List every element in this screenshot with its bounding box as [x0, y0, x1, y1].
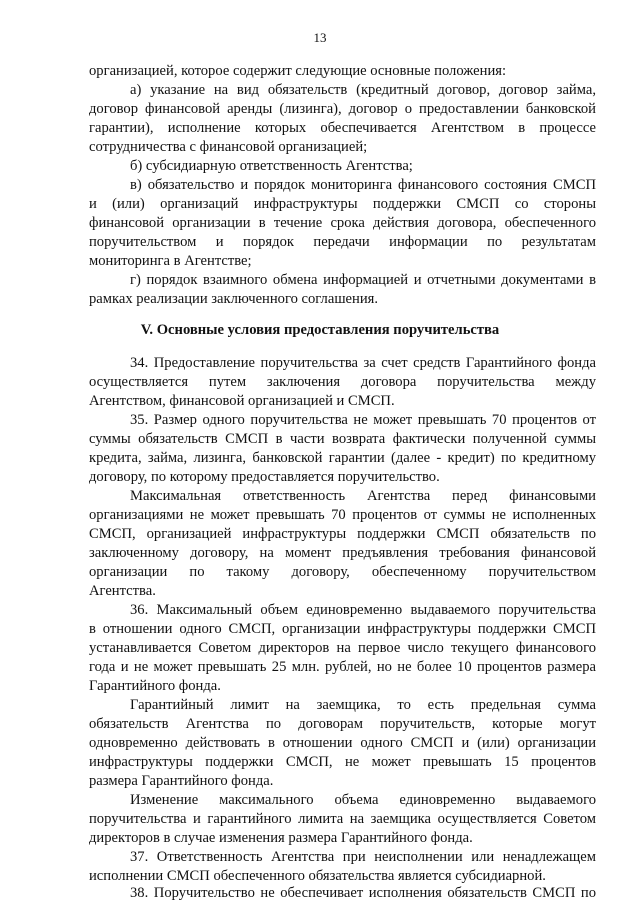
- text-line: года и не может превышать 25 млн. рублей, но не более 10 процентов размера: [89, 659, 596, 675]
- text-line: мониторинга в Агентстве;: [89, 253, 252, 269]
- text-line: одновременно действовать в отношении одного СМСП и (или) организации: [89, 735, 596, 751]
- text-line: 35. Размер одного поручительства не может превышать 70 процентов от: [130, 412, 596, 428]
- text-line: организациями не может превышать 70 процентов от суммы не исполненных: [89, 507, 596, 523]
- text-line: финансовой организации в течение срока действия договора, обеспеченного: [89, 215, 596, 231]
- text-line: Изменение максимального объема единовременно выдаваемого: [130, 792, 596, 808]
- text-line: Максимальная ответственность Агентства перед финансовыми: [130, 488, 596, 504]
- text-line: в) обязательство и порядок мониторинга финансового состояния СМСП: [130, 177, 596, 193]
- text-line: гарантии), исполнение которых обеспечивается Агентством в процессе: [89, 120, 596, 136]
- text-line: 36. Максимальный объем единовременно выдаваемого поручительства: [130, 602, 596, 618]
- text-line: рамках реализации заключенного соглашения.: [89, 291, 379, 307]
- text-line: инфраструктуры поддержки СМСП, не может превышать 15 процентов: [89, 754, 596, 770]
- text-line: Агентства.: [89, 583, 156, 599]
- text-line: суммы обязательств СМСП в части возврата фактически полученной суммы: [89, 431, 596, 447]
- text-line: поручительства и гарантийного лимита на заемщика осуществляется Советом: [89, 811, 596, 827]
- text-line: 34. Предоставление поручительства за счет средств Гарантийного фонда: [130, 355, 596, 371]
- text-line: и (или) организаций инфраструктуры поддержки СМСП со стороны: [89, 196, 596, 212]
- text-line: 37. Ответственность Агентства при неисполнении или ненадлежащем: [130, 849, 596, 865]
- text-line: 38. Поручительство не обеспечивает исполнения обязательств СМСП по: [130, 885, 596, 901]
- text-line: осуществляется путем заключения договора поручительства между: [89, 374, 596, 390]
- text-line: Гарантийного фонда.: [89, 678, 221, 694]
- text-line: организацией, которое содержит следующие основные положения:: [89, 63, 507, 79]
- text-line: организации по такому договору, обеспеченному поручительством: [89, 564, 596, 580]
- text-line: поручительством и порядок передачи информации по результатам: [89, 234, 596, 250]
- text-line: обязательств Агентства по договорам поручительств, которые могут: [89, 716, 596, 732]
- text-line: Гарантийный лимит на заемщика, то есть предельная сумма: [130, 697, 596, 713]
- page-number: 13: [313, 30, 327, 45]
- text-line: заключенному договору, на момент предъявления требования финансовой: [89, 545, 596, 561]
- section-heading: V. Основные условия предоставления поручительства: [140, 322, 500, 338]
- text-line: а) указание на вид обязательств (кредитный договор, договор займа,: [130, 82, 596, 98]
- text-line: в отношении одного СМСП, организации инфраструктуры поддержки СМСП: [89, 621, 596, 637]
- text-line: сотрудничества с финансовой организацией;: [89, 139, 368, 155]
- text-line: размера Гарантийного фонда.: [89, 773, 274, 789]
- text-line: устанавливается Советом директоров на первое число текущего финансового: [89, 640, 596, 656]
- text-line: договору, по которому предоставляется поручительство.: [89, 469, 440, 485]
- text-line: директоров в случае изменения размера Гарантийного фонда.: [89, 830, 473, 846]
- text-line: г) порядок взаимного обмена информацией и отчетными документами в: [130, 272, 596, 288]
- text-line: исполнении СМСП обеспеченного обязательства является субсидиарной.: [89, 868, 546, 884]
- text-line: б) субсидиарную ответственность Агентства;: [130, 158, 413, 174]
- text-line: кредита, займа, лизинга, банковской гарантии (далее - кредит) по кредитному: [89, 450, 596, 466]
- text-line: договор финансовой аренды (лизинга), договор о предоставлении банковской: [89, 101, 596, 117]
- text-line: Агентством, финансовой организацией и СМСП.: [89, 393, 395, 409]
- text-line: СМСП, организацией инфраструктуры поддержки СМСП обязательств по: [89, 526, 596, 542]
